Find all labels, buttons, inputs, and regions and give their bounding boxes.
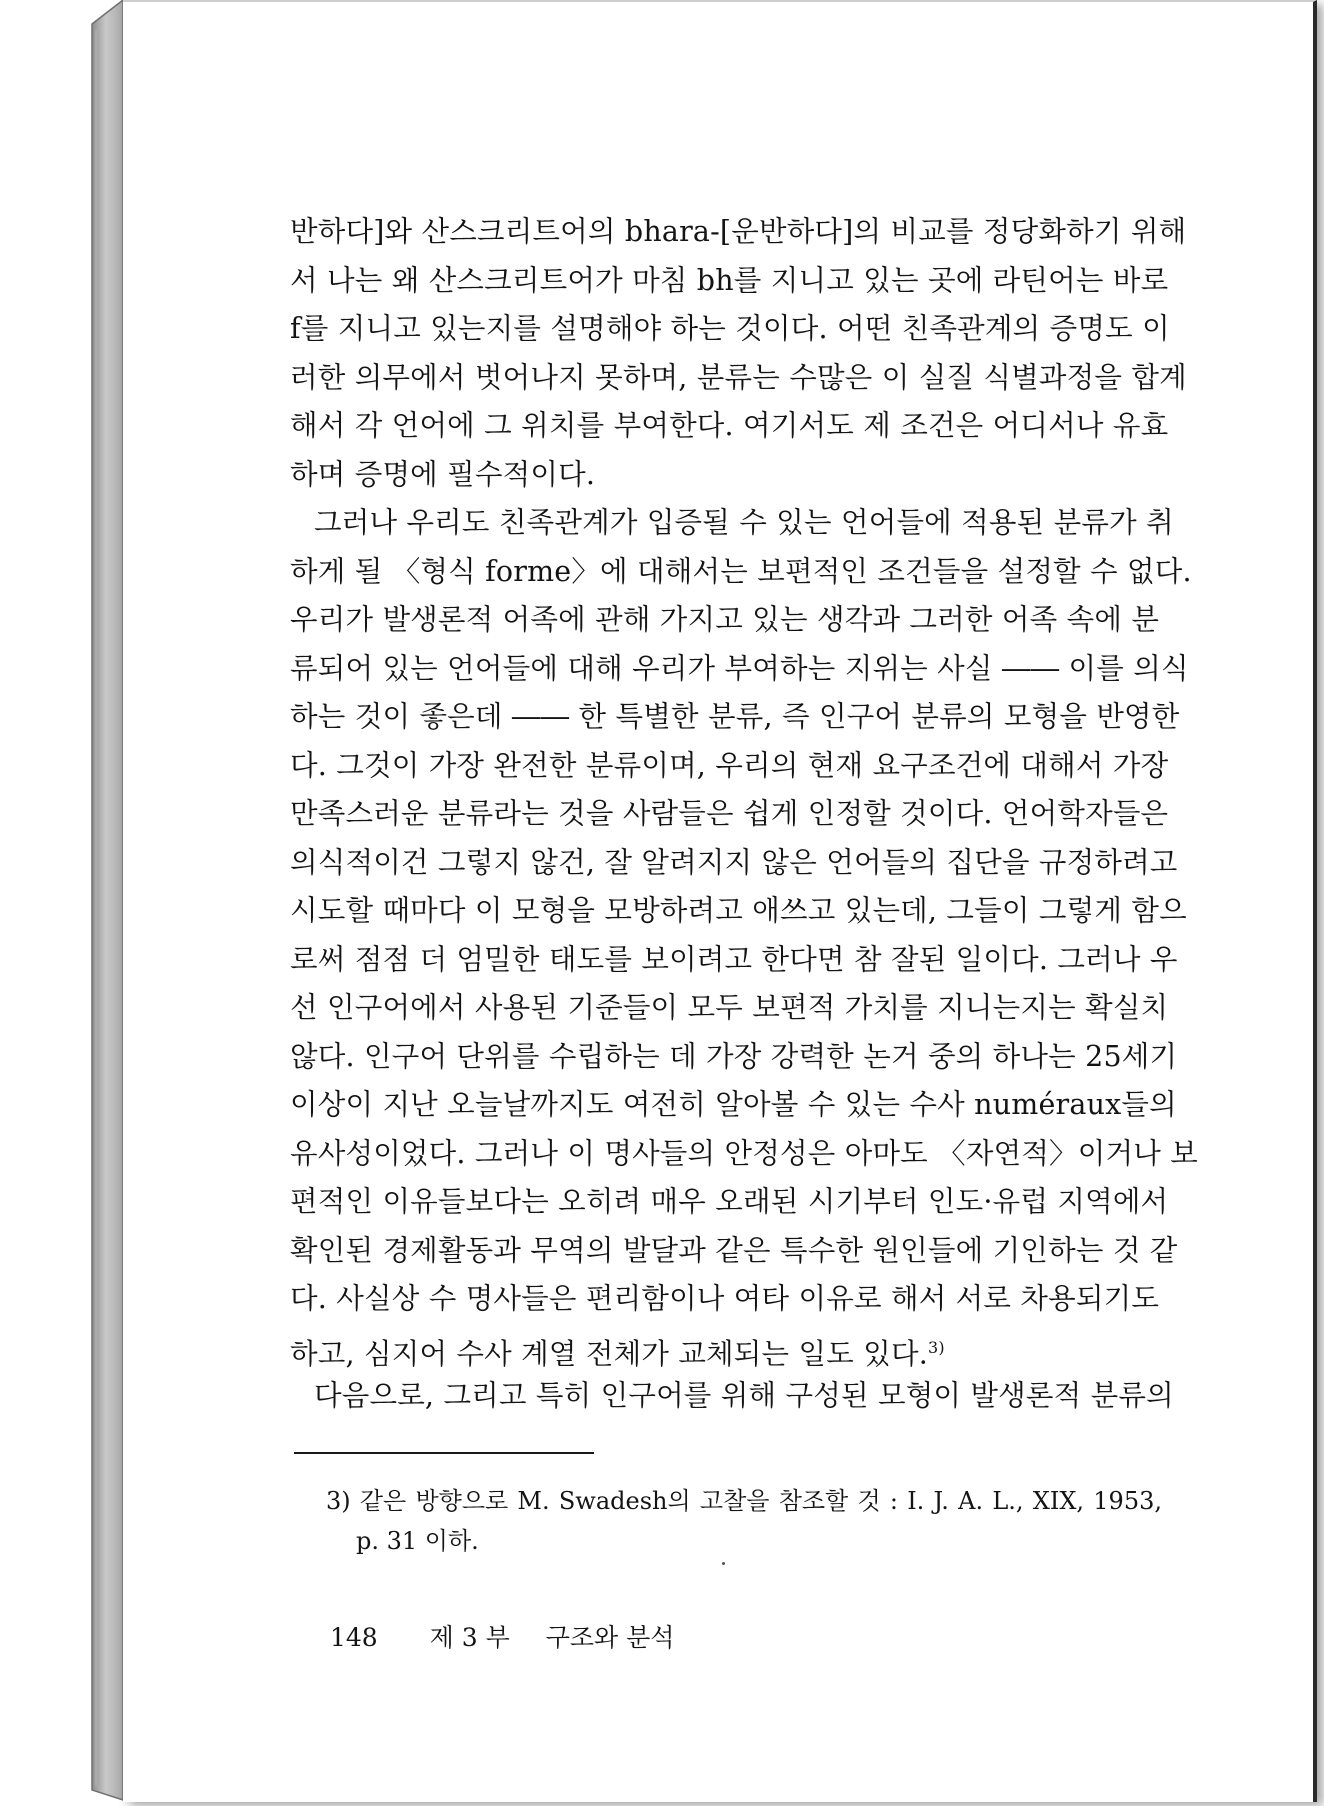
text-line: 선 인구어에서 사용된 기준들이 모두 보편적 가치를 지니는지는 확실치: [290, 991, 1169, 1024]
text-line: 반하다]와 산스크리트어의 bhara-[운반하다]의 비교를 정당화하기 위해: [290, 215, 1187, 248]
body-text: [290, 208, 1198, 1421]
text-line: 류되어 있는 언어들에 대해 우리가 부여하는 지위는 사실 ―― 이를 의식: [290, 651, 1189, 685]
text-line-content: 하고, 심지어 수사 계열 전체가 교체되는 일도 있다.: [290, 1337, 928, 1370]
text-line: 이상이 지난 오늘날까지도 여전히 알아볼 수 있는 수사 numéraux들의: [290, 1088, 1177, 1121]
text-line: 해서 각 언어에 그 위치를 부여한다. 여기서도 제 조건은 어디서나 유효: [290, 409, 1169, 442]
text-line: [290, 1324, 1150, 1373]
text-line: 로써 점점 더 엄밀한 태도를 보이려고 한다면 참 잘된 일이다. 그러나 우: [290, 942, 1178, 976]
text-line: 하며 증명에 필수적이다.: [290, 457, 596, 491]
text-line: 러한 의무에서 벗어나지 못하며, 분류는 수많은 이 실질 식별과정을 합계: [290, 360, 1187, 394]
text-line: 하게 될 〈형식 forme〉에 대해서는 보편적인 조건들을 설정할 수 없다.: [290, 554, 1192, 588]
text-line: 그러나 우리도 친족관계가 입증될 수 있는 언어들에 적용된 분류가 취: [314, 506, 1174, 539]
text-line: 다. 사실상 수 명사들은 편리함이나 여타 이유로 해서 서로 차용되기도: [290, 1282, 1160, 1315]
text-line: 하는 것이 좋은데 ―― 한 특별한 분류, 즉 인구어 분류의 모형을 반영한: [290, 700, 1180, 733]
footnote: [326, 1481, 1162, 1561]
text-line: 않다. 인구어 단위를 수립하는 데 가장 강력한 논거 중의 하나는 25세기: [290, 1039, 1178, 1073]
text-line: 의식적이건 그렇지 않건, 잘 알려지지 않은 언어들의 집단을 규정하려고: [290, 845, 1178, 879]
text-line: 우리가 발생론적 어족에 관해 가지고 있는 생각과 그러한 어족 속에 분: [290, 603, 1160, 636]
text-line: f를 지니고 있는지를 설명해야 하는 것이다. 어떤 친족관계의 증명도 이: [290, 312, 1170, 345]
text-line: 서 나는 왜 산스크리트어가 마침 bh를 지니고 있는 곳에 라틴어는 바로: [290, 263, 1169, 297]
text-line: 유사성이었다. 그러나 이 명사들의 안정성은 아마도 〈자연적〉이거나 보: [290, 1136, 1198, 1170]
text-line: 만족스러운 분류라는 것을 사람들은 쉽게 인정할 것이다. 언어학자들은: [290, 797, 1169, 830]
part-label: 제 3 부: [429, 1623, 510, 1652]
footnote-divider: [294, 1452, 594, 1454]
footnote-line: p. 31 이하.: [356, 1527, 479, 1555]
running-footer: [330, 1618, 674, 1654]
footnote-line: 3) 같은 방향으로 M. Swadesh의 고찰을 참조할 것 : I. J. A. L., XIX, 1953,: [326, 1487, 1162, 1515]
page-number: 148: [330, 1623, 378, 1652]
text-line: 편적인 이유들보다는 오히려 매우 오래된 시기부터 인도·유럽 지역에서: [290, 1185, 1169, 1218]
text-line: 확인된 경제활동과 무역의 발달과 같은 특수한 원인들에 기인하는 것 같: [290, 1233, 1178, 1267]
scan-speck: [722, 1562, 725, 1565]
section-title: 구조와 분석: [545, 1623, 675, 1652]
text-line: 시도할 때마다 이 모형을 모방하려고 애쓰고 있는데, 그들이 그렇게 함으: [290, 894, 1187, 927]
footnote-reference: 3): [927, 1337, 945, 1357]
text-line: 다. 그것이 가장 완전한 분류이며, 우리의 현재 요구조건에 대해서 가장: [290, 748, 1169, 782]
text-line: 다음으로, 그리고 특히 인구어를 위해 구성된 모형이 발생론적 분류의: [314, 1379, 1174, 1412]
